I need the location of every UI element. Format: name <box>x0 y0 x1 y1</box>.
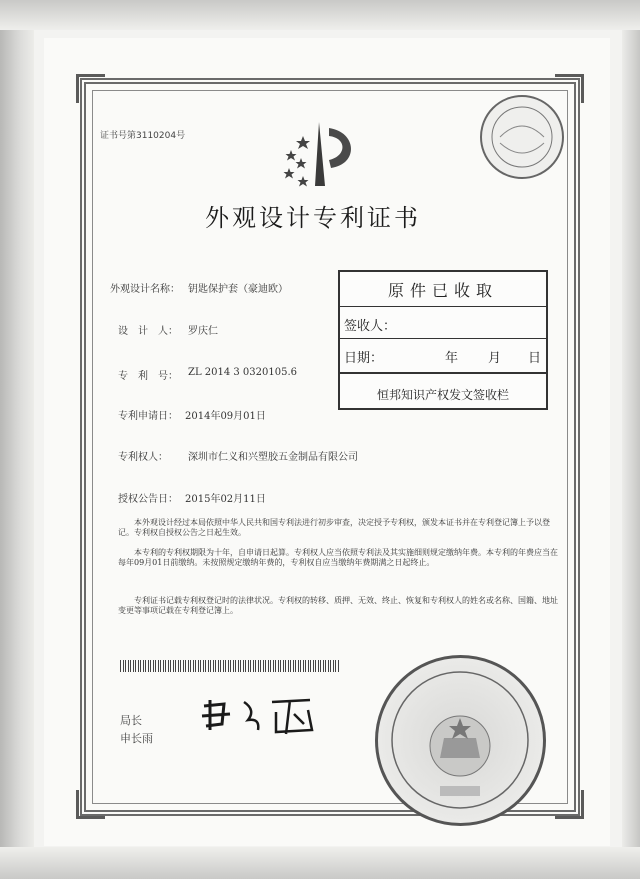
receipt-date-row <box>340 338 546 369</box>
receipt-footer-row <box>340 372 546 410</box>
grant-date-value: 2015年02月11日 <box>185 494 266 505</box>
corner-ornament <box>555 74 584 103</box>
small-stamp-seal <box>480 95 564 179</box>
filing-date-label: 专利申请日： <box>118 411 178 422</box>
receipt-date-label: 日期： <box>344 351 384 366</box>
certificate-number: 证书号第3110204号 <box>100 131 186 141</box>
patent-office-logo-icon <box>275 116 365 196</box>
patent-number-label: 专 利 号： <box>118 371 178 382</box>
design-name-value: 钥匙保护套（豪迪欧） <box>188 284 288 295</box>
certificate-title: 外观设计专利证书 <box>205 204 421 232</box>
scan-shadow-bottom <box>0 847 640 879</box>
corner-ornament <box>76 74 105 103</box>
director-signature <box>200 690 330 740</box>
barcode <box>120 660 340 672</box>
scan-shadow-top <box>0 0 640 30</box>
design-name-label: 外观设计名称： <box>110 284 180 295</box>
director-name: 申长雨 <box>120 732 153 745</box>
receipt-signer-row <box>340 306 546 337</box>
corner-ornament <box>555 790 584 819</box>
receipt-date-month: 月 <box>488 351 502 366</box>
receipt-stamp <box>338 270 548 410</box>
receipt-stamp-header: 原件已收取 <box>387 281 498 300</box>
certificate-paragraph-3: 专利证书记载专利权登记时的法律状况。专利权的转移、质押、无效、终止、恢复和专利权人的姓名或名称、国籍、地址变更等事项记载在专利登记簿上。 <box>118 596 558 615</box>
patent-number-value: ZL 2014 3 0320105.6 <box>188 367 298 378</box>
corner-ornament <box>76 790 105 819</box>
patentee-value: 深圳市仁义和兴塑胶五金制品有限公司 <box>188 452 358 463</box>
filing-date-value: 2014年09月01日 <box>185 411 266 422</box>
patentee-label: 专利权人： <box>118 452 168 463</box>
scan-shadow-left <box>0 0 34 879</box>
designer-label: 设 计 人： <box>118 326 178 337</box>
receipt-signer-label: 签收人： <box>344 319 397 334</box>
receipt-date-day: 日 <box>528 351 542 366</box>
scan-shadow-right <box>622 0 640 879</box>
certificate-paragraph-1: 本外观设计经过本局依照中华人民共和国专利法进行初步审查，决定授予专利权，颁发本证书并在专利登记簿上予以登记。专利权自授权公告之日起生效。 <box>118 518 550 537</box>
grant-date-label: 授权公告日： <box>118 494 178 505</box>
receipt-date-year: 年 <box>445 351 459 366</box>
certificate-paragraph-2: 本专利的专利权期限为十年，自申请日起算。专利权人应当依照专利法及其实施细则规定缴纳年费。本专利的年费应当在每年09月01日前缴纳。未按照规定缴纳年费的，专利权自应当缴纳年费期满之日起终止。 <box>118 548 558 567</box>
official-seal <box>375 655 546 826</box>
designer-value: 罗庆仁 <box>188 326 218 337</box>
director-label: 局长 <box>120 714 142 727</box>
receipt-stamp-footer: 恒邦知识产权发文签收栏 <box>376 388 509 402</box>
